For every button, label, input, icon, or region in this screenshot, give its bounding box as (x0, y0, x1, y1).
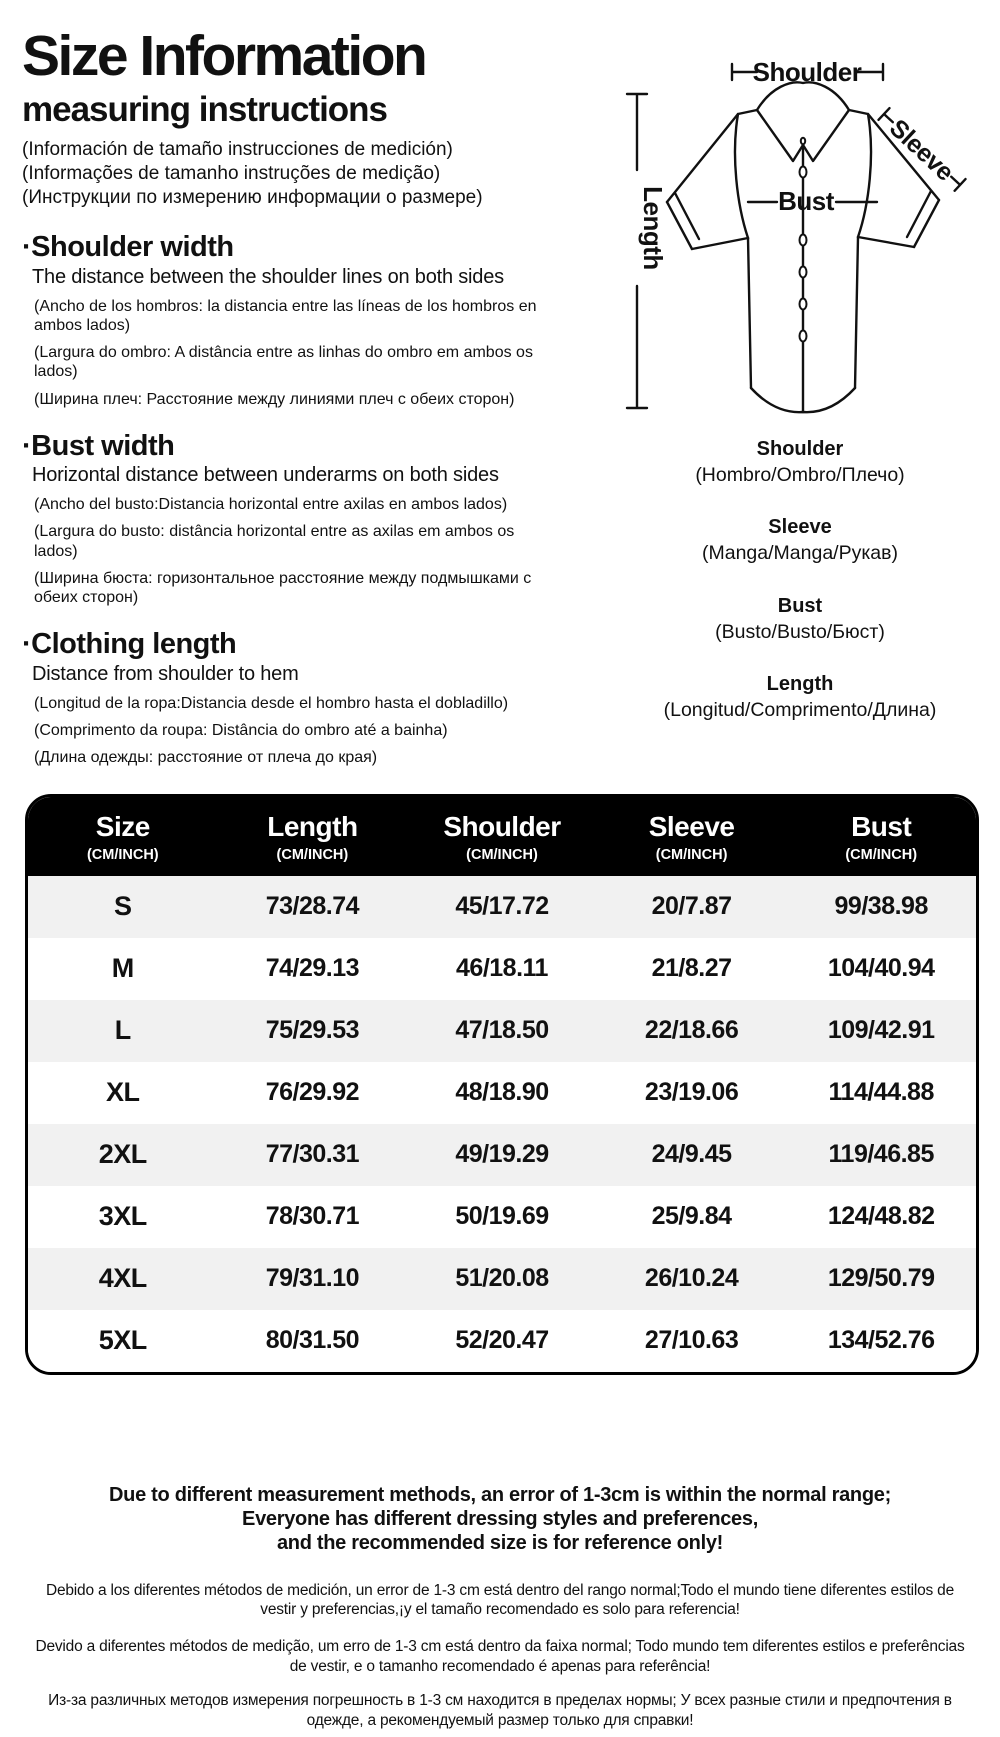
cell-bust: 99/38.98 (834, 892, 928, 921)
section-translation-ru: (Ширина бюста: горизонтальное расстояние между подмышками с обеих сторон) (34, 569, 532, 606)
cell-bust: 134/52.76 (827, 1326, 935, 1355)
column-unit: (CM/INCH) (466, 846, 538, 863)
section-heading: ·Clothing length (22, 628, 237, 661)
legend-length (600, 673, 1000, 721)
cell-size: 3XL (98, 1201, 147, 1232)
cell-length: 73/28.74 (265, 892, 360, 921)
page-subtitle: measuring instructions (22, 90, 388, 129)
disclaimer-line-3: and the recommended size is for reference only! (276, 1532, 724, 1555)
disclaimer-line-2: Everyone has different dressing styles and preferences, (242, 1508, 758, 1531)
table-row-s (28, 876, 976, 938)
column-label: Sleeve (648, 811, 735, 842)
cell-shoulder: 48/18.90 (455, 1078, 549, 1107)
section-translation-es: (Ancho del busto:Distancia horizontal entre axilas en ambos lados) (34, 496, 508, 514)
disclaimer-pt: Devido a diferentes métodos de medição, um erro de 1-3 cm está dentro da faixa normal; Todo mundo tem diferentes estilos e preferências de vestir, e o tamanho recomendado é apenas para referência! (35, 1637, 965, 1675)
column-header-bust (786, 812, 976, 863)
legend-term: Length (766, 673, 834, 696)
bust-diagram-label: Bust (778, 186, 834, 216)
cell-bust: 104/40.94 (827, 954, 935, 983)
length-measure (627, 94, 668, 408)
table-row-4xl (28, 1248, 976, 1310)
legend-translations: (Hombro/Ombro/Плечо) (695, 464, 905, 486)
cell-sleeve: 21/8.27 (651, 954, 732, 983)
legend-translations: (Manga/Manga/Рукав) (702, 542, 898, 565)
cell-bust: 124/48.82 (827, 1202, 935, 1231)
cell-sleeve: 25/9.84 (651, 1202, 732, 1231)
shoulder-measure (732, 57, 883, 87)
shirt-measurement-diagram (545, 10, 995, 484)
legend-bust (600, 595, 1000, 643)
table-row-l (28, 1000, 976, 1062)
column-unit: (CM/INCH) (845, 846, 918, 863)
cell-size: S (114, 891, 132, 922)
cell-bust: 114/44.88 (828, 1078, 934, 1107)
column-label: Bust (851, 811, 912, 842)
cell-sleeve: 22/18.66 (644, 1016, 739, 1045)
column-header-size (28, 812, 218, 863)
table-row-5xl (28, 1310, 976, 1372)
cell-length: 75/29.53 (265, 1016, 360, 1045)
section-heading: ·Shoulder width (22, 231, 234, 264)
table-row-m (28, 938, 976, 1000)
column-header-shoulder (407, 812, 597, 863)
cell-shoulder: 45/17.72 (455, 892, 549, 921)
section-description: Distance from shoulder to hem (32, 662, 299, 685)
disclaimer-es: Debido a los diferentes métodos de medición, un error de 1-3 cm está dentro del rango normal;Todo el mundo tiene diferentes estilos de vestir y preferencias,¡y el tamaño recomendado es solo para referencia! (45, 1581, 955, 1619)
section-translation-es: (Longitud de la ropa:Distancia desde el hombro hasta el dobladillo) (34, 694, 509, 712)
subtitle-translations (22, 138, 540, 210)
cell-length: 80/31.50 (265, 1326, 360, 1355)
cell-size: 5XL (98, 1325, 147, 1356)
section-translation-pt: (Largura do busto: distância horizontal entre as axilas em ambos os lados) (34, 523, 515, 560)
cell-bust: 119/46.85 (828, 1140, 934, 1169)
cell-size: 2XL (98, 1139, 147, 1170)
cell-length: 77/30.31 (265, 1140, 360, 1169)
cell-shoulder: 50/19.69 (455, 1202, 549, 1231)
section-bust-width (22, 431, 540, 607)
column-unit: (CM/INCH) (86, 846, 159, 863)
cell-shoulder: 51/20.08 (455, 1264, 549, 1293)
legend-translations: (Busto/Busto/Бюст) (715, 620, 885, 643)
column-label: Length (267, 811, 358, 842)
section-translation-ru: (Длина одежды: расстояние от плеча до края) (34, 748, 378, 766)
cell-length: 74/29.13 (265, 954, 360, 983)
length-diagram-label: Length (638, 186, 668, 270)
cell-bust: 109/42.91 (827, 1016, 935, 1045)
column-label: Shoulder (443, 811, 561, 842)
column-unit: (CM/INCH) (655, 846, 728, 863)
cell-length: 76/29.92 (265, 1078, 360, 1107)
table-row-xl (28, 1062, 976, 1124)
disclaimer-line-1: Due to different measurement methods, an error of 1-3cm is within the normal range; (109, 1484, 891, 1506)
cell-sleeve: 27/10.63 (644, 1326, 739, 1355)
legend-sleeve (600, 516, 1000, 564)
legend-shoulder (600, 438, 1000, 486)
sleeve-measure (874, 104, 969, 195)
table-row-3xl (28, 1186, 976, 1248)
section-heading: ·Bust width (22, 429, 175, 462)
cell-shoulder: 52/20.47 (455, 1326, 549, 1355)
cell-size: 4XL (98, 1263, 147, 1294)
subtitle-translation-es: (Información de tamaño instrucciones de medición) (22, 139, 453, 160)
disclaimer-ru: Из-за различных методов измерения погрешность в 1-3 см находится в пределах нормы; У всех разные стили и предпочтения в одежде, а рекомендуемый размер только для справки! (48, 1692, 952, 1729)
page-title: Size Information (22, 24, 426, 88)
cell-length: 78/30.71 (265, 1202, 360, 1231)
legend-term: Sleeve (768, 516, 832, 539)
column-unit: (CM/INCH) (276, 846, 349, 863)
size-table (25, 794, 979, 1375)
cell-size: L (114, 1015, 131, 1046)
section-translation-es: (Ancho de los hombros: la distancia entre las líneas de los hombros en ambos lados) (34, 297, 537, 334)
table-row-2xl (28, 1124, 976, 1186)
cell-bust: 129/50.79 (827, 1264, 935, 1293)
subtitle-translation-pt: (Informações de tamanho instruções de medição) (22, 163, 441, 185)
measurement-legend (600, 438, 1000, 752)
legend-term: Bust (777, 594, 823, 617)
cell-shoulder: 47/18.50 (455, 1016, 549, 1045)
shoulder-diagram-label: Shoulder (752, 57, 862, 87)
section-translation-ru: (Ширина плеч: Расстояние между линиями плеч с обеих сторон) (34, 390, 515, 408)
legend-term: Shoulder (756, 438, 844, 460)
column-header-sleeve (597, 812, 787, 863)
measurement-disclaimer (0, 1483, 1000, 1731)
section-translation-pt: (Largura do ombro: A distância entre as linhas do ombro em ambos os lados) (34, 344, 533, 381)
section-shoulder-width (22, 232, 540, 408)
section-translation-pt: (Comprimento da roupa: Distância do ombro até a bainha) (34, 721, 448, 739)
cell-sleeve: 26/10.24 (644, 1264, 739, 1293)
cell-sleeve: 24/9.45 (651, 1140, 732, 1169)
section-clothing-length (22, 629, 540, 767)
column-header-length (218, 812, 408, 863)
cell-size: XL (106, 1077, 140, 1108)
column-label: Size (95, 811, 150, 842)
cell-size: M (111, 953, 134, 984)
cell-sleeve: 23/19.06 (644, 1078, 739, 1107)
cell-sleeve: 20/7.87 (651, 892, 732, 921)
cell-length: 79/31.10 (265, 1264, 360, 1293)
section-description: The distance between the shoulder lines on both sides (32, 265, 504, 288)
subtitle-translation-ru: (Инструкции по измерению информации о размере) (22, 187, 483, 209)
sleeve-diagram-label: Sleeve (883, 113, 959, 187)
cell-shoulder: 46/18.11 (456, 954, 548, 983)
instructions-column (22, 24, 540, 767)
legend-translations: (Longitud/Comprimento/Длина) (663, 699, 937, 722)
cell-shoulder: 49/19.29 (455, 1140, 549, 1169)
section-description: Horizontal distance between underarms on both sides (32, 464, 499, 487)
bust-measure (748, 186, 877, 216)
size-table-header (28, 797, 976, 876)
